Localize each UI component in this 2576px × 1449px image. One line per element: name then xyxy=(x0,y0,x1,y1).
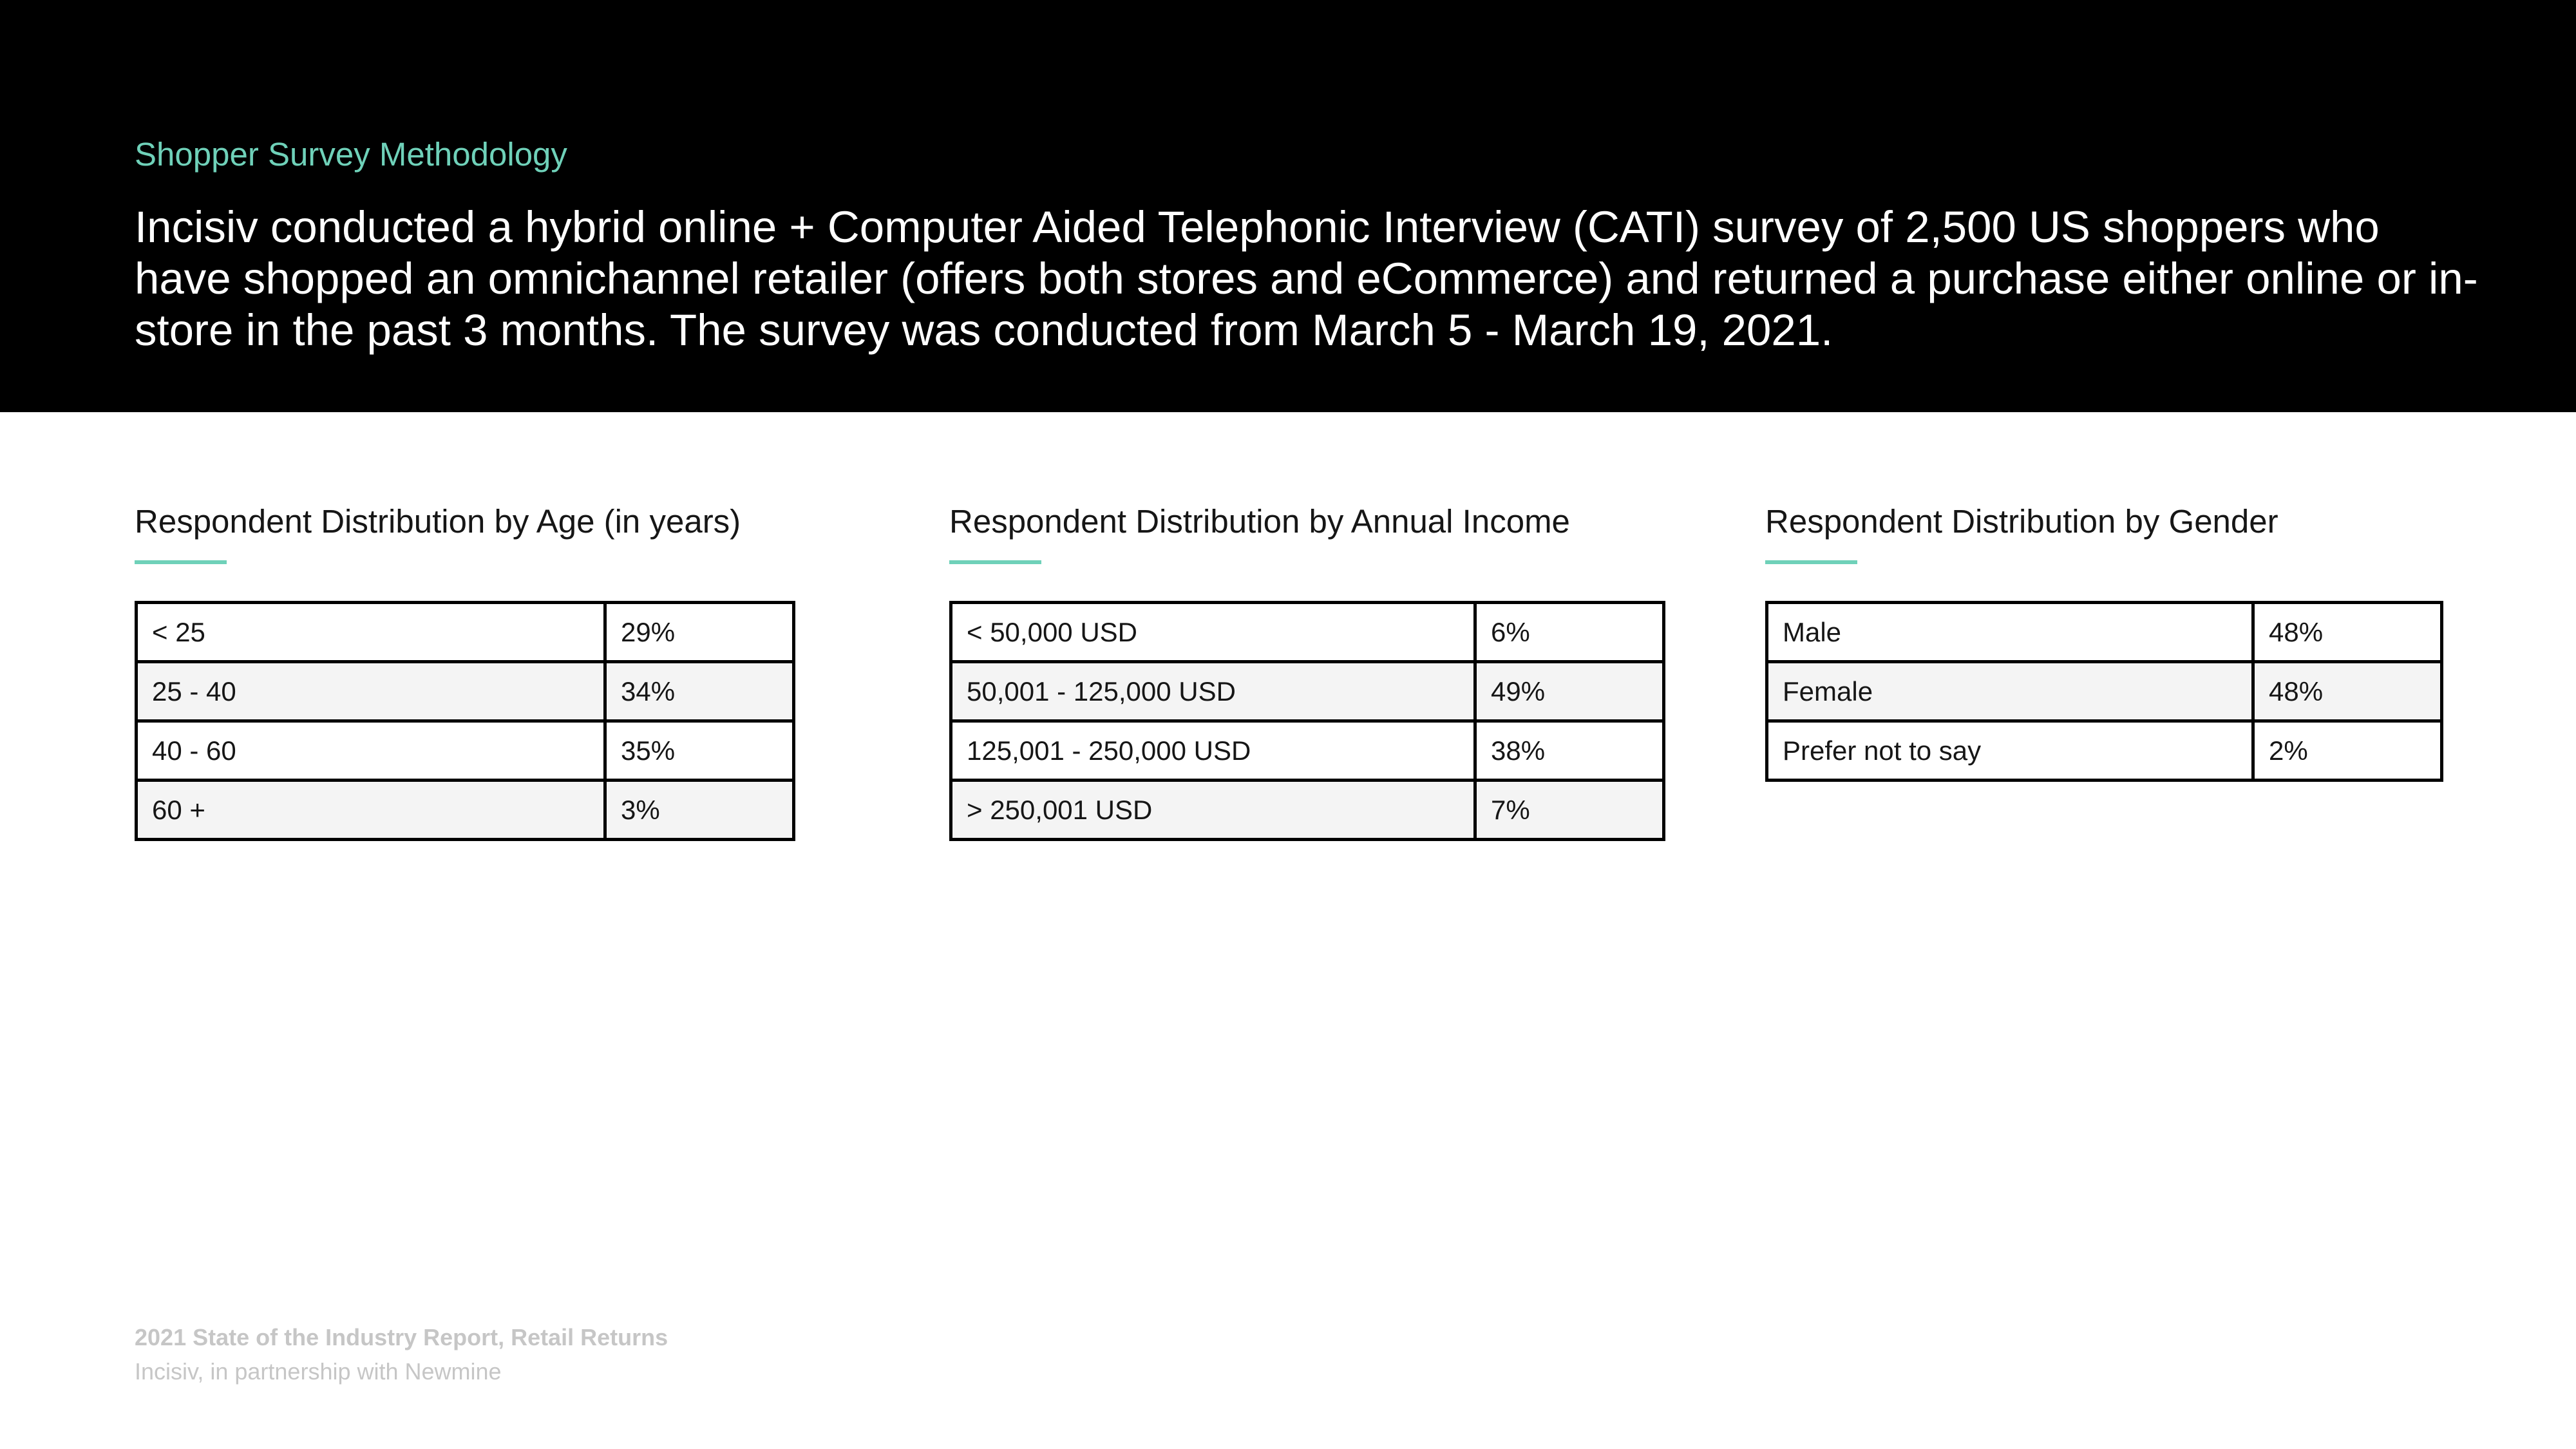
age-value-cell: 34% xyxy=(605,662,794,721)
age-label-cell: 40 - 60 xyxy=(137,721,605,781)
age-table-title: Respondent Distribution by Age (in years) xyxy=(135,503,741,540)
age-distribution-block xyxy=(135,499,795,841)
income-table-title: Respondent Distribution by Annual Income xyxy=(949,503,1570,540)
gender-value-cell: 48% xyxy=(2253,603,2442,662)
age-label-cell: 60 + xyxy=(137,781,605,840)
income-label-cell: 125,001 - 250,000 USD xyxy=(951,721,1475,781)
table-row xyxy=(1767,721,2442,781)
age-distribution-table xyxy=(135,601,795,841)
income-value-cell: 38% xyxy=(1475,721,1664,781)
age-value-cell: 3% xyxy=(605,781,794,840)
gender-label-cell: Prefer not to say xyxy=(1767,721,2253,781)
age-value-cell: 35% xyxy=(605,721,794,781)
age-title-underline xyxy=(135,560,227,564)
gender-title-underline xyxy=(1765,560,1857,564)
table-row xyxy=(137,603,794,662)
table-row xyxy=(951,781,1664,840)
footer-partnership: Incisiv, in partnership with Newmine xyxy=(135,1358,502,1385)
footer-report-title: 2021 State of the Industry Report, Retail Returns xyxy=(135,1324,668,1350)
gender-distribution-block xyxy=(1765,499,2443,782)
income-value-cell: 49% xyxy=(1475,662,1664,721)
table-row xyxy=(137,662,794,721)
table-row xyxy=(1767,662,2442,721)
age-label-cell: 25 - 40 xyxy=(137,662,605,721)
income-distribution-table xyxy=(949,601,1665,841)
gender-distribution-table xyxy=(1765,601,2443,782)
income-value-cell: 6% xyxy=(1475,603,1664,662)
income-title-underline xyxy=(949,560,1041,564)
gender-value-cell: 2% xyxy=(2253,721,2442,781)
methodology-description: Incisiv conducted a hybrid online + Computer Aided Telephonic Interview (CATI) survey of 2,500 US shoppers who have shopped an omnichannel retailer (offers both stores and eCommerce) and returned a purchase either online or in-store in the past 3 months. The survey was conducted from March 5 - March 19, 2021. xyxy=(135,202,2478,355)
table-row xyxy=(137,781,794,840)
income-label-cell: 50,001 - 125,000 USD xyxy=(951,662,1475,721)
gender-value-cell: 48% xyxy=(2253,662,2442,721)
table-row xyxy=(951,603,1664,662)
section-eyebrow: Shopper Survey Methodology xyxy=(135,136,567,173)
header-banner xyxy=(0,0,2576,412)
table-row xyxy=(137,721,794,781)
table-row xyxy=(951,721,1664,781)
income-label-cell: > 250,001 USD xyxy=(951,781,1475,840)
age-value-cell: 29% xyxy=(605,603,794,662)
gender-label-cell: Male xyxy=(1767,603,2253,662)
income-value-cell: 7% xyxy=(1475,781,1664,840)
age-label-cell: < 25 xyxy=(137,603,605,662)
income-distribution-block xyxy=(949,499,1665,841)
table-row xyxy=(951,662,1664,721)
income-label-cell: < 50,000 USD xyxy=(951,603,1475,662)
gender-label-cell: Female xyxy=(1767,662,2253,721)
table-row xyxy=(1767,603,2442,662)
gender-table-title: Respondent Distribution by Gender xyxy=(1765,503,2278,540)
